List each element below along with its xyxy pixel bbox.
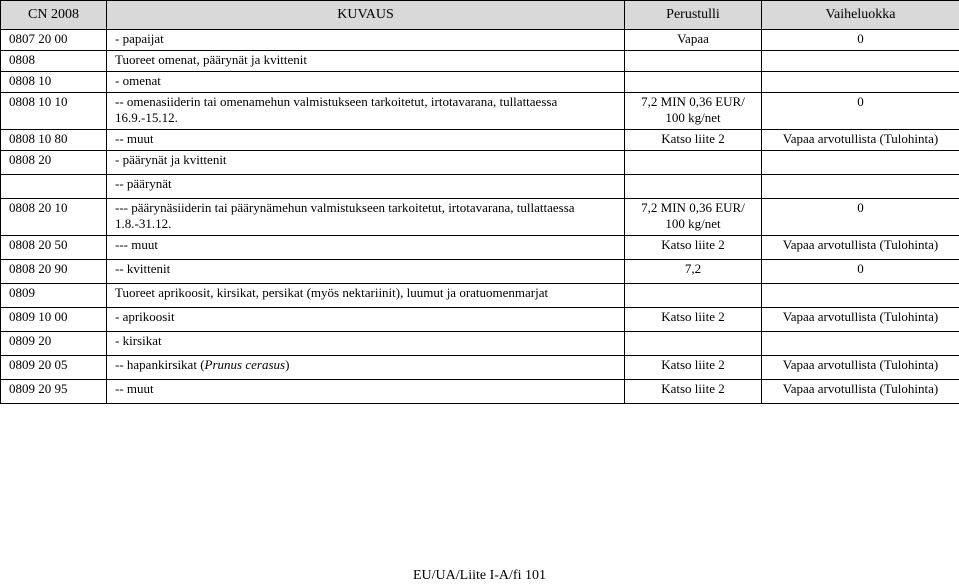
description: - papaijat bbox=[107, 30, 625, 51]
staging-category bbox=[762, 151, 959, 175]
table-row bbox=[1, 175, 959, 199]
description: -- omenasiiderin tai omenamehun valmistukseen tarkoitetut, irtotavarana, tullattaessa 16.9.-15.12. bbox=[107, 93, 625, 130]
cn-code: 0809 20 95 bbox=[1, 380, 107, 404]
base-duty: Katso liite 2 bbox=[625, 236, 762, 260]
description bbox=[107, 356, 625, 380]
base-duty: 7,2 MIN 0,36 EUR/ 100 kg/net bbox=[625, 199, 762, 236]
staging-category: 0 bbox=[762, 30, 959, 51]
table-row bbox=[1, 356, 959, 380]
table-row bbox=[1, 284, 959, 308]
base-duty: 7,2 bbox=[625, 260, 762, 284]
table-row bbox=[1, 51, 959, 72]
staging-category: Vapaa arvotullista (Tulohinta) bbox=[762, 236, 959, 260]
cn-code: 0807 20 00 bbox=[1, 30, 107, 51]
table-row bbox=[1, 151, 959, 175]
cn-code: 0808 20 10 bbox=[1, 199, 107, 236]
description: -- muut bbox=[107, 130, 625, 151]
cn-code: 0808 bbox=[1, 51, 107, 72]
cn-code: 0808 20 50 bbox=[1, 236, 107, 260]
staging-category bbox=[762, 72, 959, 93]
cn-code: 0809 10 00 bbox=[1, 308, 107, 332]
header-perustulli: Perustulli bbox=[625, 1, 762, 30]
description: - päärynät ja kvittenit bbox=[107, 151, 625, 175]
base-duty bbox=[625, 284, 762, 308]
staging-category: 0 bbox=[762, 260, 959, 284]
description: -- päärynät bbox=[107, 175, 625, 199]
cn-code bbox=[1, 175, 107, 199]
base-duty: Katso liite 2 bbox=[625, 356, 762, 380]
base-duty: Katso liite 2 bbox=[625, 130, 762, 151]
table-row bbox=[1, 236, 959, 260]
base-duty bbox=[625, 332, 762, 356]
base-duty bbox=[625, 151, 762, 175]
table-row bbox=[1, 380, 959, 404]
staging-category: Vapaa arvotullista (Tulohinta) bbox=[762, 308, 959, 332]
cn-code: 0809 20 bbox=[1, 332, 107, 356]
base-duty bbox=[625, 72, 762, 93]
staging-category: 0 bbox=[762, 199, 959, 236]
header-kuvaus: KUVAUS bbox=[107, 1, 625, 30]
base-duty: Katso liite 2 bbox=[625, 380, 762, 404]
header-vaiheluokka: Vaiheluokka bbox=[762, 1, 959, 30]
description: - kirsikat bbox=[107, 332, 625, 356]
staging-category: Vapaa arvotullista (Tulohinta) bbox=[762, 380, 959, 404]
table-row bbox=[1, 332, 959, 356]
table-row bbox=[1, 308, 959, 332]
cn-code: 0808 20 90 bbox=[1, 260, 107, 284]
staging-category bbox=[762, 332, 959, 356]
table-row bbox=[1, 130, 959, 151]
description: - omenat bbox=[107, 72, 625, 93]
table-row bbox=[1, 199, 959, 236]
base-duty: 7,2 MIN 0,36 EUR/ 100 kg/net bbox=[625, 93, 762, 130]
table-row bbox=[1, 30, 959, 51]
cn-code: 0808 10 bbox=[1, 72, 107, 93]
header-cn: CN 2008 bbox=[1, 1, 107, 30]
description: -- muut bbox=[107, 380, 625, 404]
description: -- kvittenit bbox=[107, 260, 625, 284]
cn-code: 0808 10 80 bbox=[1, 130, 107, 151]
page-footer: EU/UA/Liite I-A/fi 101 bbox=[413, 568, 546, 583]
cn-code: 0809 20 05 bbox=[1, 356, 107, 380]
table-row bbox=[1, 260, 959, 284]
table-row bbox=[1, 72, 959, 93]
description: Tuoreet omenat, päärynät ja kvittenit bbox=[107, 51, 625, 72]
staging-category bbox=[762, 175, 959, 199]
staging-category: 0 bbox=[762, 93, 959, 130]
base-duty bbox=[625, 51, 762, 72]
base-duty: Vapaa bbox=[625, 30, 762, 51]
header-row bbox=[1, 1, 959, 30]
description: --- päärynäsiiderin tai päärynämehun valmistukseen tarkoitetut, irtotavarana, tullattaessa 1.8.-31.12. bbox=[107, 199, 625, 236]
staging-category: Vapaa arvotullista (Tulohinta) bbox=[762, 356, 959, 380]
cn-code: 0808 20 bbox=[1, 151, 107, 175]
cn-code: 0809 bbox=[1, 284, 107, 308]
description: --- muut bbox=[107, 236, 625, 260]
staging-category bbox=[762, 51, 959, 72]
cn-code: 0808 10 10 bbox=[1, 93, 107, 130]
staging-category: Vapaa arvotullista (Tulohinta) bbox=[762, 130, 959, 151]
base-duty bbox=[625, 175, 762, 199]
description: Tuoreet aprikoosit, kirsikat, persikat (myös nektariinit), luumut ja oratuomenmarjat bbox=[107, 284, 625, 308]
description: - aprikoosit bbox=[107, 308, 625, 332]
table-row bbox=[1, 93, 959, 130]
description-suffix: ) bbox=[285, 357, 290, 372]
base-duty: Katso liite 2 bbox=[625, 308, 762, 332]
latin-species-name: Prunus cerasus bbox=[204, 357, 286, 372]
staging-category bbox=[762, 284, 959, 308]
description-prefix: -- hapankirsikat ( bbox=[115, 357, 205, 372]
